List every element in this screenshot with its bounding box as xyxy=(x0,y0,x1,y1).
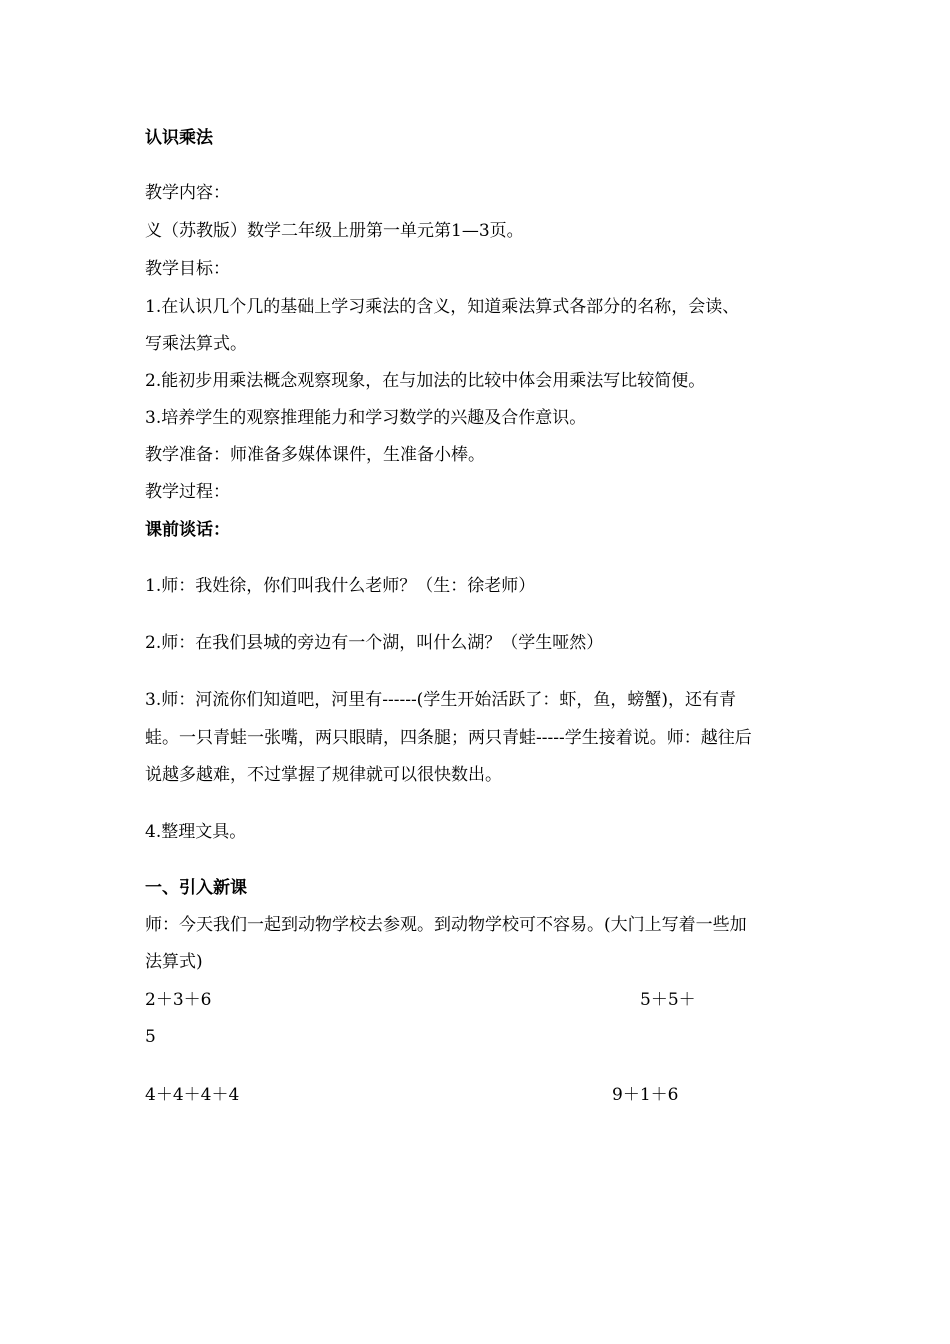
goal-1-line-2: 写乘法算式。 xyxy=(145,334,247,354)
content-text: 义（苏教版）数学二年级上册第一单元第1—3页。 xyxy=(145,221,524,241)
expression-2-part-1: 5＋5＋ xyxy=(640,990,696,1010)
goal-1-line-1: 1.在认识几个几的基础上学习乘法的含义，知道乘法算式各部分的名称，会读、 xyxy=(145,297,740,317)
talk-3-line-1: 3.师：河流你们知道吧，河里有------(学生开始活跃了：虾，鱼，螃蟹)，还有青 xyxy=(145,690,736,710)
goals-label: 教学目标： xyxy=(145,259,230,279)
expression-4: 9＋1＋6 xyxy=(612,1085,679,1105)
expression-1: 2＋3＋6 xyxy=(145,990,212,1010)
talk-3-line-3: 说越多越难，不过掌握了规律就可以很快数出。 xyxy=(145,765,502,785)
intro-line-2: 法算式) xyxy=(145,952,203,972)
talk-2: 2.师：在我们县城的旁边有一个湖，叫什么湖？（学生哑然） xyxy=(145,633,604,653)
process-label: 教学过程： xyxy=(145,482,230,502)
intro-line-1: 师：今天我们一起到动物学校去参观。到动物学校可不容易。(大门上写着一些加 xyxy=(145,915,747,935)
preparation: 教学准备：师准备多媒体课件，生准备小棒。 xyxy=(145,445,485,465)
expression-2-part-2: 5 xyxy=(145,1027,156,1047)
goal-3: 3.培养学生的观察推理能力和学习数学的兴趣及合作意识。 xyxy=(145,408,587,428)
pretalk-heading: 课前谈话： xyxy=(145,520,230,540)
document-title: 认识乘法 xyxy=(145,128,213,148)
section-1-heading: 一、引入新课 xyxy=(145,878,247,898)
talk-1: 1.师：我姓徐，你们叫我什么老师？（生：徐老师） xyxy=(145,576,536,596)
talk-3-line-2: 蛙。一只青蛙一张嘴，两只眼睛，四条腿；两只青蛙-----学生接着说。师：越往后 xyxy=(145,728,752,748)
talk-4: 4.整理文具。 xyxy=(145,822,247,842)
content-label: 教学内容： xyxy=(145,183,230,203)
expression-3: 4＋4＋4＋4 xyxy=(145,1085,240,1105)
goal-2: 2.能初步用乘法概念观察现象，在与加法的比较中体会用乘法写比较简便。 xyxy=(145,371,706,391)
